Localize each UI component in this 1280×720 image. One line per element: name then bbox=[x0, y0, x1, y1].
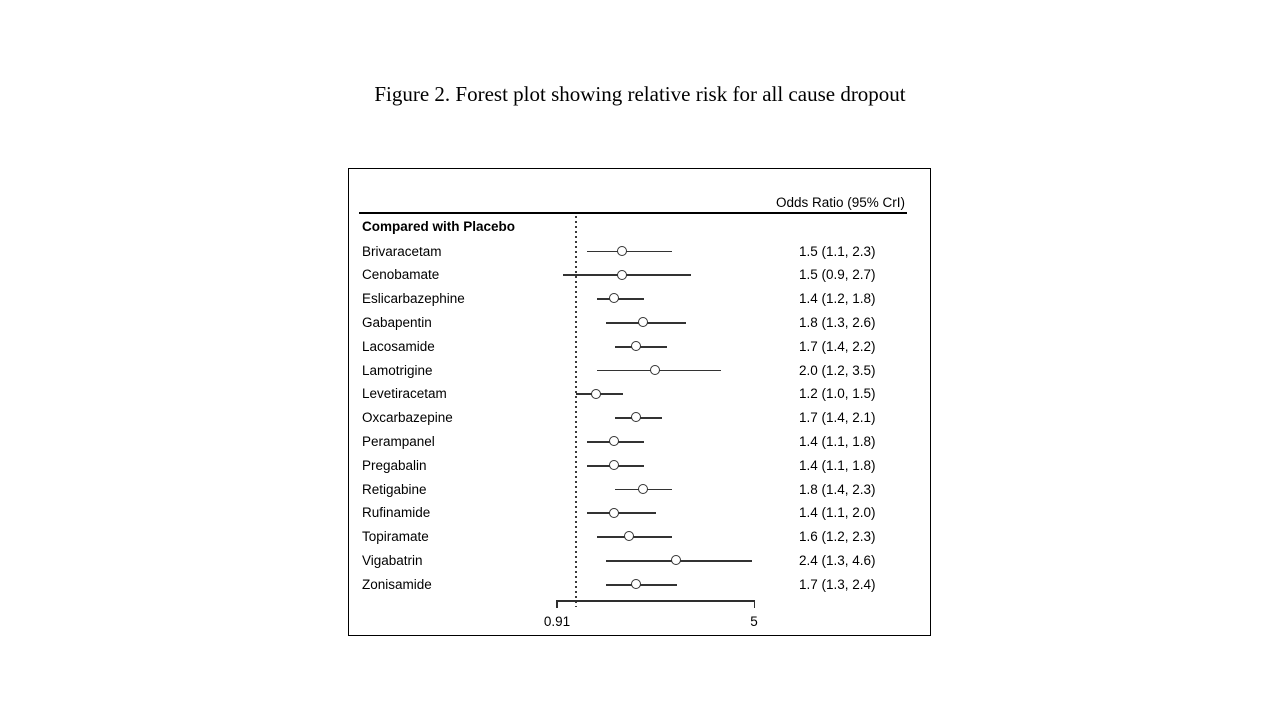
forest-row bbox=[349, 382, 930, 406]
forest-row bbox=[349, 549, 930, 573]
header-separator-line bbox=[359, 212, 907, 214]
or-marker bbox=[609, 508, 619, 518]
drug-label: Levetiracetam bbox=[362, 386, 447, 402]
forest-row bbox=[349, 573, 930, 597]
forest-row bbox=[349, 311, 930, 335]
drug-label: Vigabatrin bbox=[362, 552, 423, 568]
axis-tick-min bbox=[556, 600, 558, 608]
forest-row bbox=[349, 240, 930, 264]
or-value: 1.7 (1.4, 2.2) bbox=[799, 338, 876, 354]
forest-row bbox=[349, 501, 930, 525]
or-value: 1.4 (1.1, 1.8) bbox=[799, 433, 876, 449]
or-value: 1.7 (1.4, 2.1) bbox=[799, 410, 876, 426]
or-marker bbox=[650, 365, 660, 375]
drug-label: Gabapentin bbox=[362, 314, 432, 330]
ci-line bbox=[587, 512, 656, 514]
drug-label: Lacosamide bbox=[362, 338, 435, 354]
or-marker bbox=[617, 246, 627, 256]
or-value: 1.4 (1.1, 1.8) bbox=[799, 457, 876, 473]
ci-line bbox=[597, 298, 644, 300]
or-marker bbox=[609, 460, 619, 470]
or-value: 1.8 (1.4, 2.3) bbox=[799, 481, 876, 497]
axis-line bbox=[556, 600, 755, 602]
forest-row bbox=[349, 525, 930, 549]
or-marker bbox=[631, 341, 641, 351]
axis-label-max: 5 bbox=[750, 614, 758, 629]
drug-label: Perampanel bbox=[362, 433, 435, 449]
comparison-group-header: Compared with Placebo bbox=[362, 219, 516, 234]
drug-label: Zonisamide bbox=[362, 576, 432, 592]
drug-label: Cenobamate bbox=[362, 267, 440, 283]
forest-row bbox=[349, 287, 930, 311]
or-marker bbox=[671, 555, 681, 565]
or-marker bbox=[609, 436, 619, 446]
axis-label-min: 0.91 bbox=[543, 614, 571, 629]
or-marker bbox=[638, 317, 648, 327]
drug-label: Lamotrigine bbox=[362, 362, 433, 378]
or-value: 1.2 (1.0, 1.5) bbox=[799, 386, 876, 402]
drug-label: Rufinamide bbox=[362, 505, 431, 521]
drug-label: Eslicarbazephine bbox=[362, 291, 465, 307]
or-marker bbox=[617, 270, 627, 280]
ci-line bbox=[587, 251, 673, 253]
or-value: 2.0 (1.2, 3.5) bbox=[799, 362, 876, 378]
or-value: 1.5 (1.1, 2.3) bbox=[799, 243, 876, 259]
or-value: 2.4 (1.3, 4.6) bbox=[799, 552, 876, 568]
drug-label: Brivaracetam bbox=[362, 243, 442, 259]
or-value: 1.8 (1.3, 2.6) bbox=[799, 314, 876, 330]
or-value: 1.7 (1.3, 2.4) bbox=[799, 576, 876, 592]
or-value: 1.6 (1.2, 2.3) bbox=[799, 529, 876, 545]
or-marker bbox=[624, 531, 634, 541]
drug-label: Oxcarbazepine bbox=[362, 410, 453, 426]
or-marker bbox=[631, 412, 641, 422]
ci-line bbox=[563, 274, 690, 276]
or-marker bbox=[591, 389, 601, 399]
forest-plot-box bbox=[348, 168, 931, 636]
forest-row bbox=[349, 478, 930, 502]
drug-label: Retigabine bbox=[362, 481, 427, 497]
or-value: 1.5 (0.9, 2.7) bbox=[799, 267, 876, 283]
or-marker bbox=[638, 484, 648, 494]
forest-row bbox=[349, 335, 930, 359]
forest-row bbox=[349, 263, 930, 287]
effect-column-header: Odds Ratio (95% CrI) bbox=[775, 195, 905, 210]
or-value: 1.4 (1.2, 1.8) bbox=[799, 291, 876, 307]
axis-tick-max bbox=[754, 600, 756, 608]
forest-row bbox=[349, 359, 930, 383]
figure-title: Figure 2. Forest plot showing relative risk for all cause dropout bbox=[374, 82, 906, 106]
or-marker bbox=[631, 579, 641, 589]
drug-label: Topiramate bbox=[362, 529, 429, 545]
ci-line bbox=[606, 584, 677, 586]
forest-row bbox=[349, 430, 930, 454]
or-value: 1.4 (1.1, 2.0) bbox=[799, 505, 876, 521]
or-marker bbox=[609, 293, 619, 303]
drug-label: Pregabalin bbox=[362, 457, 427, 473]
forest-row bbox=[349, 454, 930, 478]
ci-line bbox=[597, 536, 673, 538]
forest-row bbox=[349, 406, 930, 430]
